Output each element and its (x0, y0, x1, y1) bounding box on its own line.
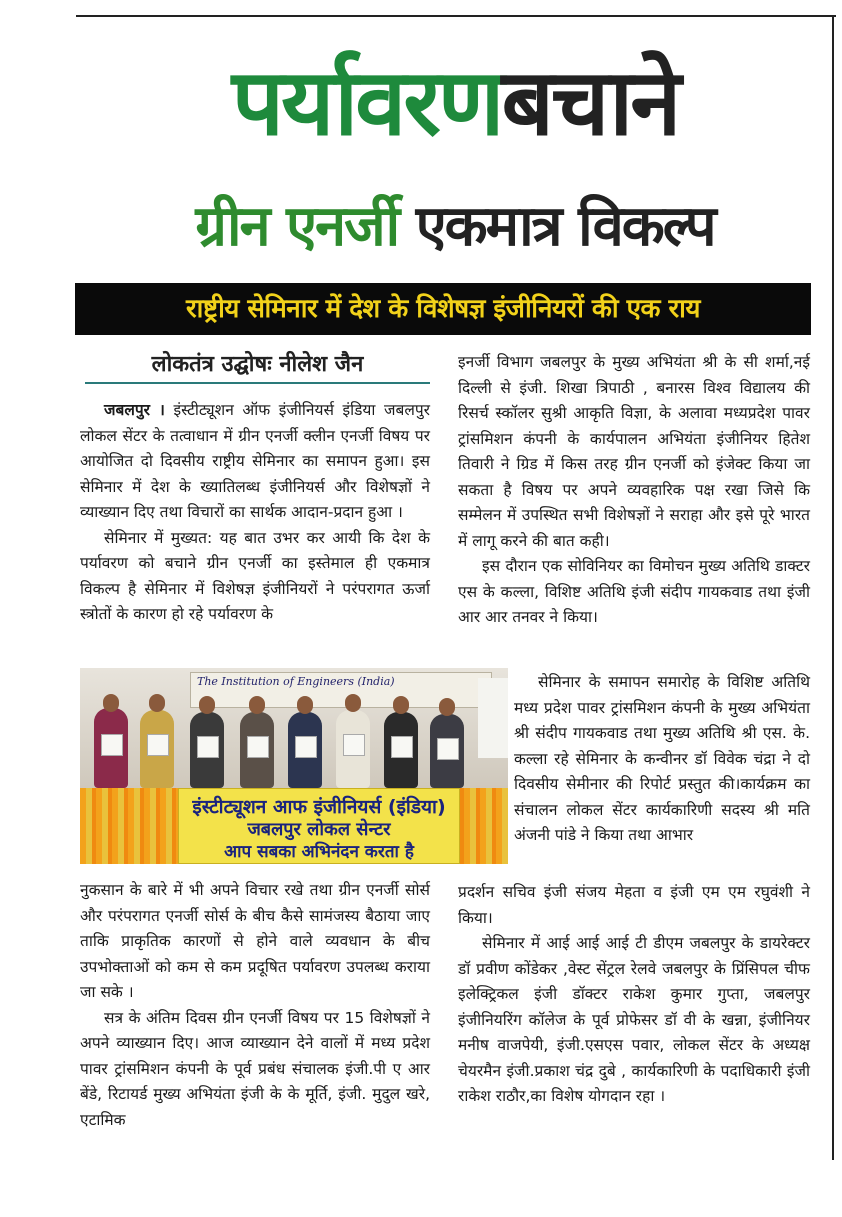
subheadline-black: एकमात्र विकल्प (415, 194, 715, 259)
right-rule (832, 15, 834, 1160)
byline-rule (85, 382, 430, 384)
dateline: जबलपुर । (104, 401, 165, 419)
right-paragraph-4: सेमिनार में आई आई आई टी डीएम जबलपुर के डायरेक्टर डॉ प्रवीण कोंडेकर ,वेस्ट सेंट्रल रेलवे जबलपुर के प्रिंसिपल चीफ इलेक्ट्रिकल इंजी डॉक्टर राकेश कुमार गुप्ता, जबलपुर इंजीनियरिंग कॉलेज के पूर्व प्रोफेसर डॉ वी के खन्ना, इंजीनियर मनीष वाजपेयी, इंजी.एसएस पवार, लोकल सेंटर के अध्यक्ष चेयरमैन इंजी.प्रकाश चंद्र दुबे , कार्यकारिणी के पदाधिकारी इंजी राकेश राठौर,का विशेष योगदान रहा । (458, 934, 810, 1105)
right-column-beside-photo (514, 670, 810, 849)
left-paragraph-2: सेमिनार में मुख्यत: यह बात उभर कर आयी कि देश के पर्यावरण को बचाने ग्रीन एनर्जी का इस्तेमाल ही एकमात्र विकल्प है सेमिनार में विशेषज्ञ इंजीनियरों ने परंपरागत ऊर्जा स्त्रोतों के कारण हो रहे पर्यावरण के (80, 528, 430, 623)
event-photo (80, 668, 508, 864)
subheadline-green: ग्रीन एनर्जी (195, 194, 399, 259)
welcome-banner-line-2: जबलपुर लोकल सेन्टर (247, 819, 391, 840)
welcome-banner-line-1: इंस्टीट्यूशन आफ इंजीनियर्स (इंडिया) (192, 796, 446, 818)
projection-screen (478, 678, 508, 758)
welcome-banner-line-3: आप सबका अभिनंदन करता है (224, 842, 414, 862)
byline: लोकतंत्र उद्घोषः नीलेश जैन (151, 352, 364, 377)
right-paragraph-2: इस दौरान एक सोविनियर का विमोचन मुख्य अतिथि डाक्टर एस के कल्ला, विशिष्ट अतिथि इंजी संदीप गायकवाड तथा इंजी आर आर तनवर ने किया। (458, 557, 810, 626)
left-column-bottom (80, 878, 430, 1133)
left-column-top (80, 398, 430, 628)
stage-banner-text: The Institution of Engineers (India) (197, 675, 395, 688)
right-paragraph-3-continued: प्रदर्शन सचिव इंजी संजय मेहता व इंजी एम एम रघुवंशी ने किया। (458, 883, 810, 927)
headline-black: बचाने (501, 49, 679, 156)
left-p1-text: इंस्टीट्यूशन ऑफ इंजीनियर्स इंडिया जबलपुर लोकल सेंटर के तत्वाधान में ग्रीन एनर्जी क्लीन एनर्जी विषय पर आयोजित दो दिवसीय राष्ट्रीय सेमिनार का समापन हुआ। इस सेमिनार में देश के ख्यातिलब्ध इंजीनियर्स और विशेषज्ञों ने व्याख्यान दिए तथा विचारों का सार्थक आदान-प्रदान हुआ । (80, 401, 430, 521)
left-paragraph-2-continued: नुकसान के बारे में भी अपने विचार रखे तथा ग्रीन एनर्जी सोर्स और परंपरागत एनर्जी सोर्स के बीच कैसे सामंजस्य बैठाया जाए ताकि प्राकृतिक कारणों से होने वाले व्यवधान के बीच उपभोक्ताओं को कम से कम प्रदूषित पर्यावरण उपलब्ध कराया जा सके । (80, 881, 430, 1001)
welcome-banner (178, 788, 460, 864)
headline (80, 38, 830, 168)
right-column-top (458, 350, 810, 631)
right-column-bottom (458, 880, 810, 1110)
left-paragraph-1 (80, 398, 430, 526)
right-paragraph-1: इनर्जी विभाग जबलपुर के मुख्य अभियंता श्री के सी शर्मा,नई दिल्ली से इंजी. शिखा त्रिपाठी , बनारस विश्व विद्यालय की रिसर्च स्कॉलर सुश्री आकृति विज्ञा, के अलावा मध्यप्रदेश पावर ट्रांसमिशन कंपनी के कार्यपालन अभियंता इंजीनियर हितेश तिवारी ने ग्रिड में किस तरह ग्रीन एनर्जी को इंजेक्ट किया जा सकता है विषय पर अपने व्यवहारिक पक्ष रखा जिसे कि सम्मेलन में उपस्थित सभी विशेषज्ञों ने सराहा और इसे पूरे भारत में लागू करने की बात कही। (458, 353, 810, 550)
right-paragraph-3: सेमिनार के समापन समारोह के विशिष्ट अतिथि मध्य प्रदेश पावर ट्रांसमिशन कंपनी के मुख्य अभियंता श्री संदीप गायकवाड तथा मुख्य अतिथि श्री एस. के. कल्ला रहे सेमिनार के कन्वीनर डॉ विवेक चंद्रा ने दो दिवसीय सेमीनार की रिपोर्ट प्रस्तुत की।कार्यक्रम का संचालन लोकल सेंटर कार्यकारिणी सदस्य श्री मति अंजनी पांडे ने किया तथा आभार (514, 673, 810, 844)
top-rule (76, 15, 836, 17)
strap-banner: राष्ट्रीय सेमिनार में देश के विशेषज्ञ इंजीनियरों की एक राय (75, 283, 811, 335)
headline-green: पर्यावरण (231, 49, 502, 156)
left-paragraph-3: सत्र के अंतिम दिवस ग्रीन एनर्जी विषय पर 15 विशेषज्ञों ने अपने व्याख्यान दिए। आज व्याख्यान देने वालों में मध्य प्रदेश पावर ट्रांसमिशन कंपनी के पूर्व प्रबंध संचालक इंजी.पी ए आर बेंडे, रिटायर्ड मुख्य अभियंता इंजी के के मूर्ति, इंजी. मुदुल खरे, एटामिक (80, 1008, 430, 1129)
subheadline (80, 182, 830, 272)
